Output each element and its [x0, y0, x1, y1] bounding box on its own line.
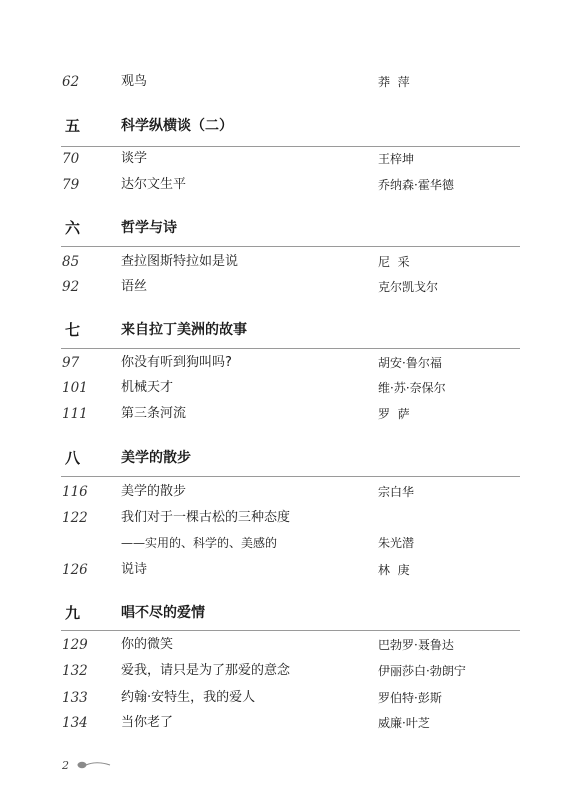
section-title: 美学的散步 — [121, 450, 191, 466]
toc-entry[interactable] — [0, 686, 583, 710]
toc-entry[interactable] — [0, 376, 583, 400]
section-divider — [61, 476, 520, 477]
toc-title: 说诗 — [121, 562, 148, 577]
toc-entry[interactable] — [0, 402, 583, 426]
toc-entry[interactable] — [0, 531, 583, 555]
toc-title: 爱我，请只是为了那爱的意念 — [121, 663, 291, 678]
toc-author: 罗 萨 — [378, 407, 410, 421]
toc-title: 当你老了 — [121, 715, 174, 730]
toc-author: 罗伯特·彭斯 — [378, 691, 442, 705]
toc-author: 乔纳森·霍华德 — [378, 178, 454, 192]
section-number: 七 — [65, 321, 81, 339]
toc-title: 你没有听到狗叫吗? — [121, 355, 232, 370]
toc-page-number: 92 — [62, 279, 80, 295]
toc-page-number: 70 — [62, 151, 80, 167]
section-heading — [0, 114, 583, 138]
toc-page-number: 126 — [62, 562, 88, 578]
toc-author: 威廉·叶芝 — [378, 716, 430, 730]
toc-author: 维·苏·奈保尔 — [378, 381, 446, 395]
toc-page-number: 79 — [62, 177, 80, 193]
toc-title: 达尔文生平 — [121, 177, 187, 192]
toc-title: 观鸟 — [121, 74, 148, 89]
toc-author: 胡安·鲁尔福 — [378, 356, 442, 370]
section-heading — [0, 318, 583, 342]
toc-title: 我们对于一棵古松的三种态度 — [121, 510, 291, 525]
toc-entry[interactable] — [0, 506, 583, 530]
toc-author: 宗白华 — [378, 485, 415, 499]
toc-page-number: 122 — [62, 510, 88, 526]
toc-page-number: 132 — [62, 663, 88, 679]
toc-author: 莽 萍 — [378, 75, 410, 89]
toc-page-number: 133 — [62, 690, 88, 706]
toc-title: 你的微笑 — [121, 637, 174, 652]
toc-entry[interactable] — [0, 147, 583, 171]
toc-entry[interactable] — [0, 480, 583, 504]
page-footer — [62, 754, 111, 774]
section-number: 八 — [65, 449, 81, 467]
leaf-ornament-icon — [77, 755, 111, 774]
toc-entry[interactable] — [0, 711, 583, 735]
toc-page-number: 62 — [62, 74, 80, 90]
toc-page-number: 97 — [62, 355, 80, 371]
toc-title: 语丝 — [121, 279, 148, 294]
toc-page-number: 101 — [62, 380, 88, 396]
toc-author: 巴勃罗·聂鲁达 — [378, 638, 454, 652]
section-number: 九 — [65, 604, 81, 622]
section-title: 哲学与诗 — [121, 220, 177, 236]
section-number: 六 — [65, 219, 81, 237]
toc-author: 朱光潜 — [378, 536, 415, 550]
toc-page-number: 134 — [62, 715, 88, 731]
toc-page-number: 111 — [62, 406, 88, 422]
toc-entry[interactable] — [0, 70, 583, 94]
toc-subtitle: ——实用的、科学的、美感的 — [121, 536, 278, 550]
toc-page-number: 116 — [62, 484, 88, 500]
toc-title: 约翰·安特生，我的爱人 — [121, 690, 256, 705]
toc-author: 伊丽莎白·勃朗宁 — [378, 664, 466, 678]
toc-entry[interactable] — [0, 173, 583, 197]
toc-entry[interactable] — [0, 633, 583, 657]
toc-author: 王梓坤 — [378, 152, 415, 166]
toc-title: 美学的散步 — [121, 484, 187, 499]
section-divider — [61, 630, 520, 631]
section-heading — [0, 216, 583, 240]
toc-title: 机械天才 — [121, 380, 174, 395]
toc-title: 谈学 — [121, 151, 148, 166]
toc-entry[interactable] — [0, 558, 583, 582]
toc-page-number: 129 — [62, 637, 88, 653]
toc-author: 尼 采 — [378, 255, 410, 269]
section-title: 科学纵横谈（二） — [121, 118, 233, 134]
page-number: 2 — [62, 759, 69, 772]
section-heading — [0, 446, 583, 470]
section-number: 五 — [65, 117, 81, 135]
toc-entry[interactable] — [0, 275, 583, 299]
toc-entry[interactable] — [0, 659, 583, 683]
section-title: 来自拉丁美洲的故事 — [121, 322, 247, 338]
toc-entry[interactable] — [0, 351, 583, 375]
toc-entry[interactable] — [0, 250, 583, 274]
toc-author: 克尔凯戈尔 — [378, 280, 439, 294]
section-divider — [61, 246, 520, 247]
toc-author: 林 庚 — [378, 563, 410, 577]
section-divider — [61, 348, 520, 349]
section-title: 唱不尽的爱情 — [121, 605, 205, 621]
toc-title: 第三条河流 — [121, 406, 187, 421]
toc-title: 查拉图斯特拉如是说 — [121, 254, 239, 269]
section-heading — [0, 601, 583, 625]
toc-page-number: 85 — [62, 254, 80, 270]
